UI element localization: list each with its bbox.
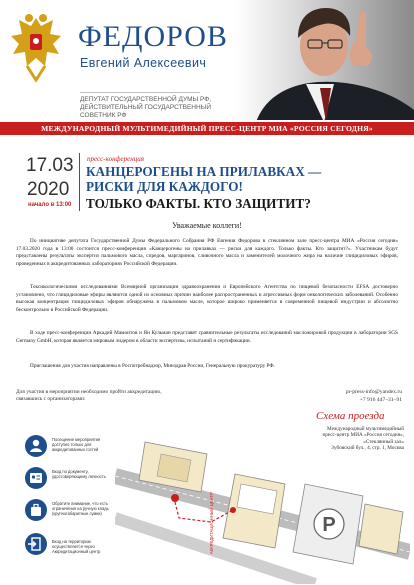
- speaker-portrait: [236, 0, 414, 120]
- rule-text: Посещение мероприятия доступно только для аккредитованных гостей: [52, 437, 101, 452]
- contact-phone[interactable]: +7 916 447–31–91: [359, 396, 402, 403]
- contact-email[interactable]: pr-press-info@yandex.ru: [345, 389, 402, 395]
- title-line: СОВЕТНИК РФ: [80, 112, 127, 119]
- event-start-time: начало в 13:00: [28, 202, 72, 208]
- headline-line-3: ТОЛЬКО ФАКТЫ. КТО ЗАЩИТИТ?: [86, 196, 311, 211]
- header: [0, 0, 414, 120]
- address-line: Зубовский бул., 4, стр. 1, Москва: [331, 444, 404, 451]
- organizer-banner: МЕЖДУНАРОДНЫЙ МУЛЬТИМЕДИЙНЫЙ ПРЕСС-ЦЕНТР МИА «РОССИЯ СЕГОДНЯ»: [0, 122, 414, 135]
- headline-line-1: КАНЦЕРОГЕНЫ НА ПРИЛАВКАХ —: [86, 164, 322, 179]
- event-year: 2020: [27, 179, 70, 200]
- rule-item: [24, 432, 108, 462]
- rule-item: [24, 464, 108, 494]
- speaker-full-name: Евгений Алексеевич: [80, 56, 207, 70]
- event-day: 17.03: [26, 155, 74, 176]
- luggage-icon: [24, 498, 48, 522]
- accreditation-icon: [24, 434, 48, 458]
- date-divider: [79, 153, 80, 211]
- rule-text: Вход по документу, удостоверяющему личность: [52, 469, 106, 479]
- rule-item: [24, 496, 108, 526]
- id-document-icon: [24, 466, 48, 490]
- accreditation-note: Для участия в мероприятии необходимо пройти аккредитацию, связавшись с организаторами:: [16, 389, 162, 402]
- address-line: «Стеклянный зал»: [363, 438, 404, 445]
- parking-icon: [314, 509, 344, 539]
- rule-text: Обратите внимание, что есть ограничения на ручную кладь (крупногабаритные сумки): [52, 501, 109, 516]
- address-line: пресс-центр МИА «Россия сегодня»,: [322, 432, 404, 439]
- entrance-label: АККРЕДИТАЦИОННЫЙ ЦЕНТР: [209, 492, 214, 554]
- map-title: Схема проезда: [316, 410, 385, 422]
- address-line: Международный мультимедийный: [327, 426, 404, 432]
- greeting: Уважаемые коллеги!: [172, 221, 242, 230]
- title-line: ДЕЙСТВИТЕЛЬНЫЙ ГОСУДАРСТВЕННЫЙ: [80, 104, 212, 111]
- venue-address: [282, 426, 404, 451]
- entrance-icon: [24, 532, 48, 556]
- rule-text: Вход на территорию осуществляется через Аккредитационный центр: [52, 539, 101, 554]
- coat-of-arms-icon: [5, 10, 67, 86]
- parking-label: P: [322, 514, 336, 536]
- paragraph-invitations: Приглашения для участия направлены в Роспотребнадзор, Минздрав России, Генеральную прокуратуру РФ.: [30, 363, 275, 369]
- header-divider: [80, 92, 200, 93]
- title-line: ДЕПУТАТ ГОСУДАРСТВЕННОЙ ДУМЫ РФ,: [80, 96, 212, 103]
- paragraph-research: Токсикологическими исследованиями Всемирной организации здравоохранения и Европейского Агентства по пищевой безопасности EFSA достоверно установлено, что глицидиловые эфиры являются одной из основных причин наиболее распространенных и агрессивных форм онкологических заболеваний. Особенно высокая концентрация глицидиловых эфиров обнаружена в пальмовом масле, которое широко применяется в современной пищевой индустрии и абсолютно бесконтрольно в Российской Федерации.: [16, 284, 398, 313]
- headline-line-2: РИСКИ ДЛЯ КАЖДОГО!: [86, 179, 243, 194]
- accreditation-center-marker: [171, 494, 179, 502]
- event-type: пресс-конференция: [87, 155, 144, 163]
- contacts: [298, 389, 402, 404]
- speaker-surname: ФЕДОРОВ: [78, 20, 228, 53]
- rule-item: [24, 530, 108, 560]
- paragraph-intro: По инициативе депутата Государственной Думы Федерального Собрания РФ Евгения Федорова в стеклянном зале пресс-центра МИА «Россия сегодня» 17.03.2020 года в 13:00 состоится пресс-конференция «Канцерогены на прилавках — риски для каждого. Только факты. Кто защитит?». Участникам будут представлены результаты экспертиз пальмового масла, спредов, маргаринов, сливочного масла и заменителей молочного жира на наличие глицидиловых эфиров, проведенных в аккредитованных лабораториях Российской Федерации.: [16, 238, 398, 267]
- paragraph-speakers: В ходе пресс-конференции Аркадий Мамонтов и Ян Кульман представят сравнительные результаты исследований масложировой продукции в лаборатории SGS Germany GmbH, которая является мировым лидером в области экспертизы, испытаний и сертификации.: [16, 330, 398, 344]
